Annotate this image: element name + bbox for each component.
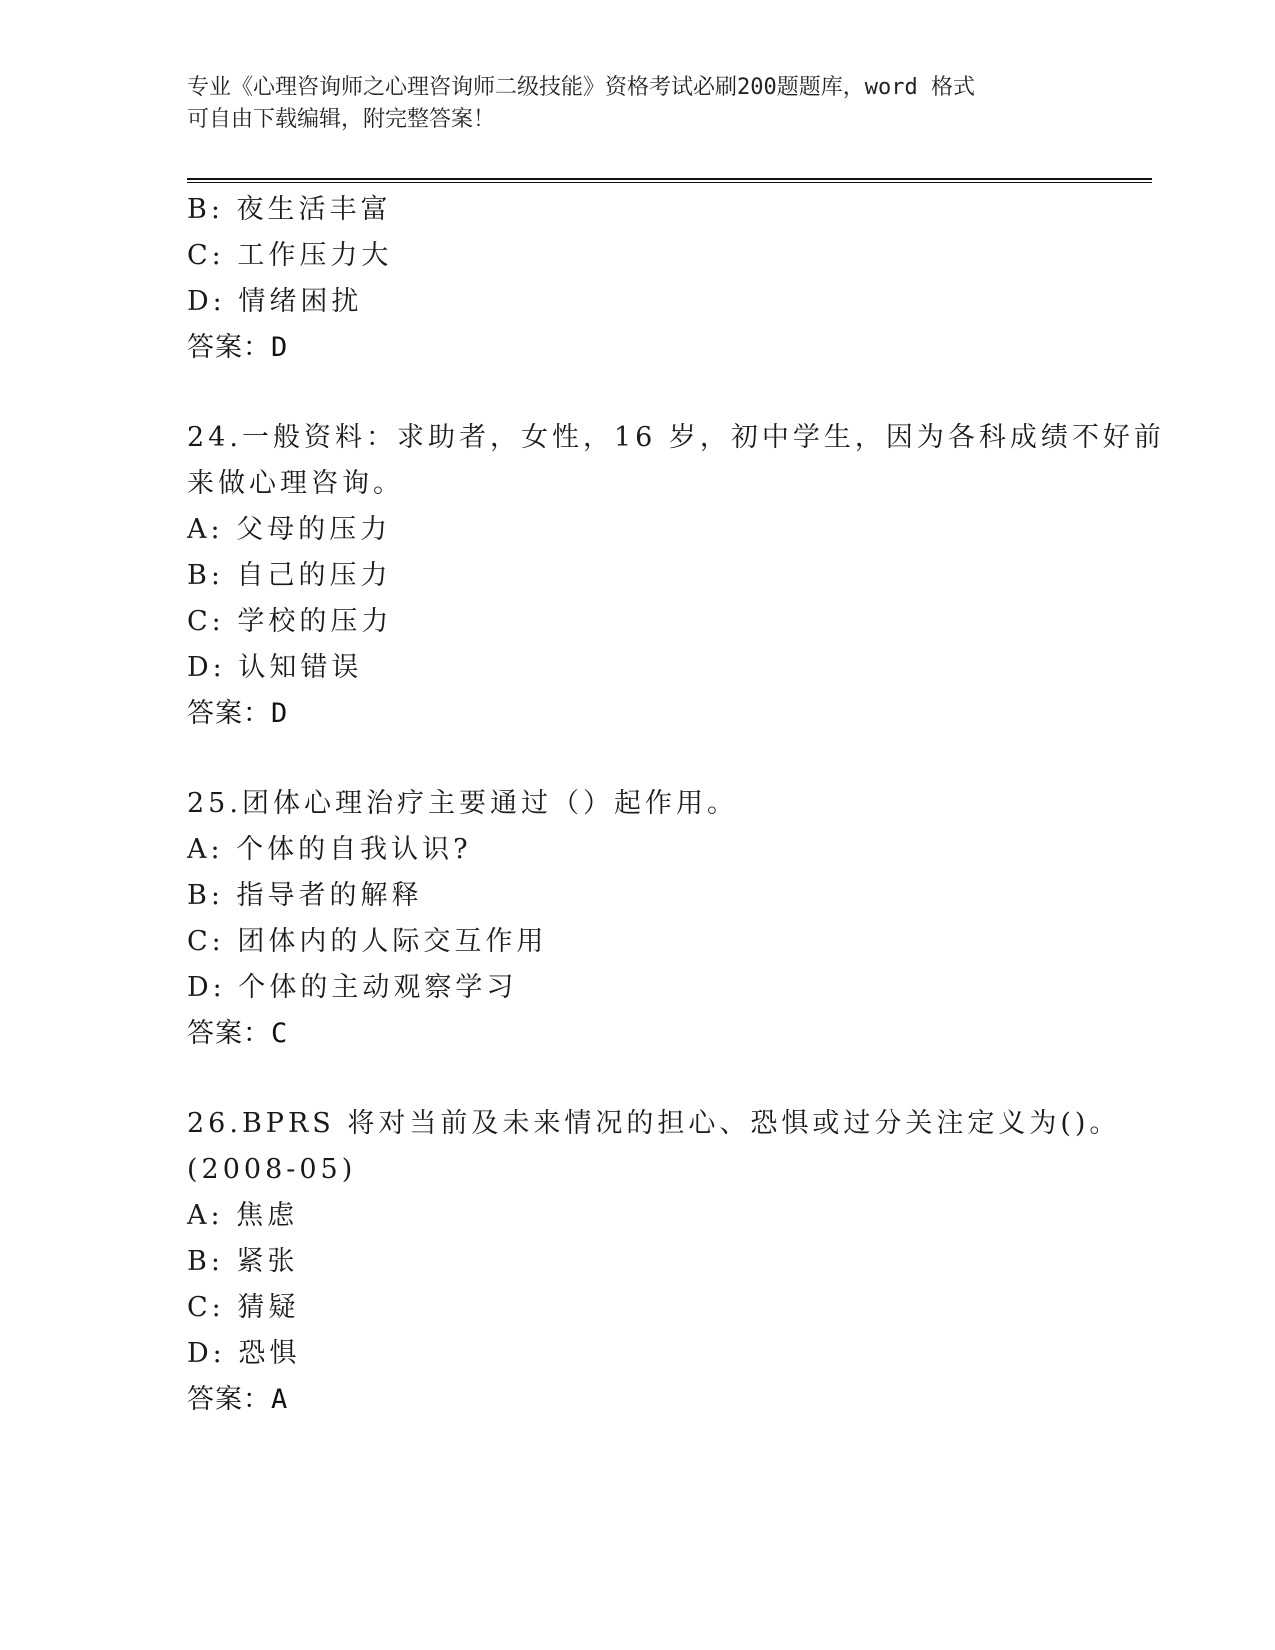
answer-line [187, 691, 1087, 737]
option-c: C: 团体内的人际交互作用 [187, 926, 548, 957]
option-a: A: 父母的压力 [187, 514, 392, 545]
question-block-23 [187, 187, 1087, 371]
answer-line [187, 1011, 1087, 1057]
option-d: D: 认知错误 [187, 652, 363, 683]
document-header [187, 72, 1087, 136]
question-list [187, 187, 1165, 1423]
block-gap [187, 371, 1087, 415]
answer-label: 答案： [187, 698, 271, 729]
header-line-2: 可自由下载编辑，附完整答案！ [187, 107, 496, 132]
header-line-1: 专业《心理咨询师之心理咨询师二级技能》资格考试必刷200题题库，word 格式 [187, 75, 975, 100]
answer-value: D [271, 698, 289, 729]
question-block-24 [187, 415, 1165, 737]
question-stem-line-1: 26.BPRS 将对当前及未来情况的担心、恐惧或过分关注定义为()。 [187, 1108, 1121, 1139]
header-divider [187, 178, 1152, 183]
option-c: C: 猜疑 [187, 1292, 300, 1323]
question-block-26 [187, 1101, 1121, 1423]
block-gap [187, 737, 1087, 781]
answer-line [187, 325, 1087, 371]
answer-label: 答案： [187, 332, 271, 363]
option-a: A: 焦虑 [187, 1200, 299, 1231]
option-b: B: 紧张 [187, 1246, 299, 1277]
option-c: C: 学校的压力 [187, 606, 393, 637]
option-d: D: 个体的主动观察学习 [187, 972, 518, 1003]
answer-line [187, 1377, 1087, 1423]
option-b: B: 夜生活丰富 [187, 194, 392, 225]
question-stem-line-2: 来做心理咨询。 [187, 468, 404, 499]
question-stem-line-1: 24.一般资料：求助者，女性，16 岁，初中学生，因为各科成绩不好前 [187, 422, 1165, 453]
option-a: A: 个体的自我认识? [187, 834, 472, 865]
question-block-25 [187, 781, 1087, 1057]
answer-value: A [271, 1384, 289, 1415]
answer-label: 答案： [187, 1018, 271, 1049]
option-b: B: 自己的压力 [187, 560, 392, 591]
block-gap [187, 1057, 1087, 1101]
option-d: D: 情绪困扰 [187, 286, 363, 317]
question-stem-line-2: (2008-05) [187, 1154, 357, 1185]
option-c: C: 工作压力大 [187, 240, 393, 271]
question-stem-line-1: 25.团体心理治疗主要通过（）起作用。 [187, 788, 738, 819]
answer-value: D [271, 332, 289, 363]
option-b: B: 指导者的解释 [187, 880, 423, 911]
answer-label: 答案： [187, 1384, 271, 1415]
answer-value: C [271, 1018, 289, 1049]
option-d: D: 恐惧 [187, 1338, 301, 1369]
